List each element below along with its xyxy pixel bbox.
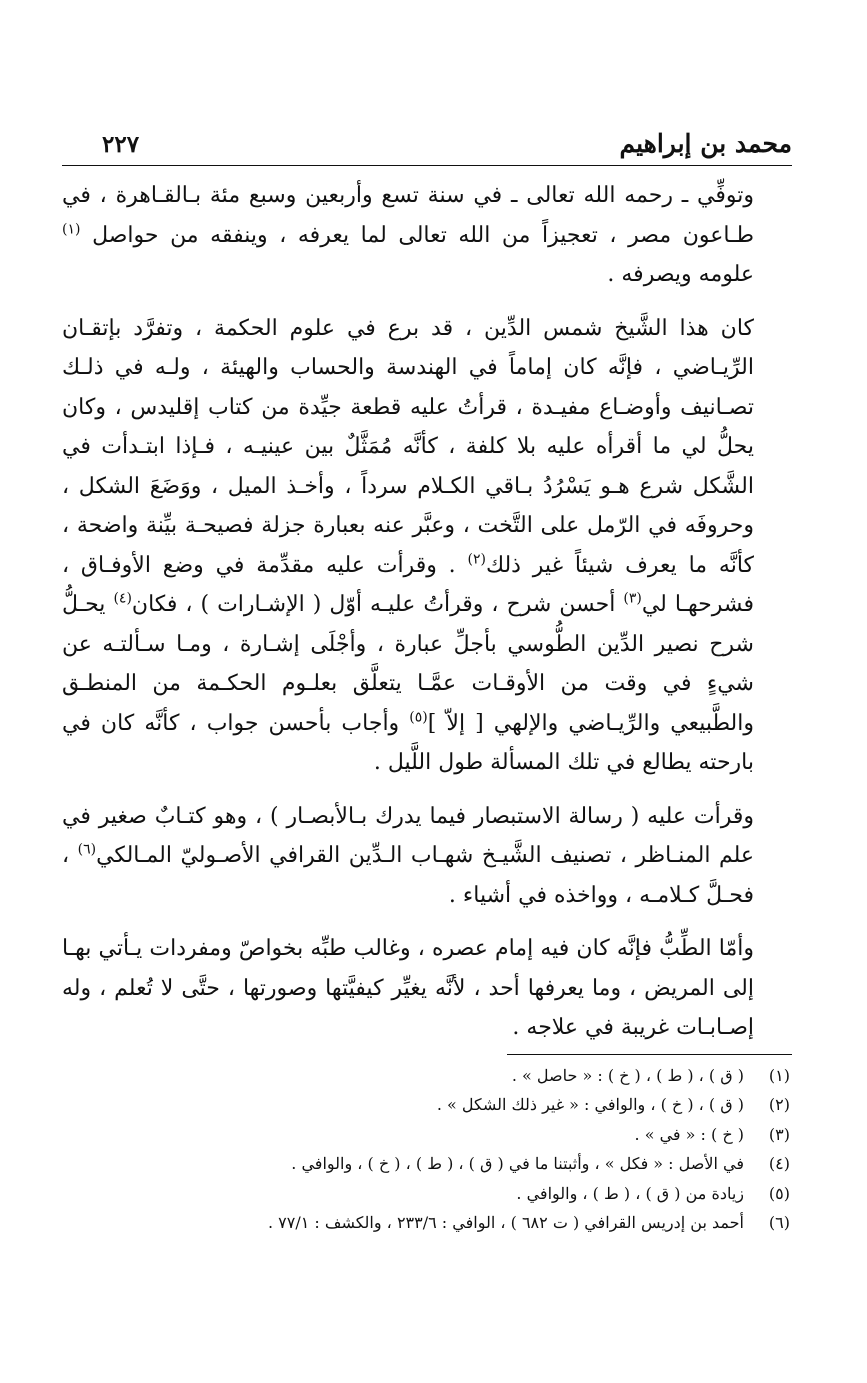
paragraph-text: علومه ويصرفه . xyxy=(607,262,754,287)
paragraph-text: ، فحـلَّ كـلامـه ، وواخذه في أشياء . xyxy=(62,843,754,908)
paragraph-text: . وقرأت عليه مقدِّمة في وضع الأوفـاق ، فشرحهـا لي xyxy=(62,552,755,617)
footnote-text: أحمد بن إدريس القرافي ( ت ٦٨٢ ) ، الوافي : ٢٣٣/٦ ، والكشف : ٧٧/١ . xyxy=(267,1213,744,1232)
paragraph-4 xyxy=(62,929,792,1048)
footnote-ref: (٦) xyxy=(77,841,97,858)
footnote-number: (١) xyxy=(768,1065,790,1085)
paragraph-text: أحسن شرح ، وقرأتُ عليـه أوّل ( الإشـارات ) ، فكان xyxy=(131,592,616,617)
paragraph-text: وأمّا الطِّبُّ فإنَّه كان فيه إمام عصره ، وغالب طبِّه بخواصّ ومفردات يـأتي بهـا إلى المريض ، وما يعرفها أحد ، لأنَّه يغيِّر كيفيَّتها وصورتها ، حتَّى لا تُعلم ، وله إصـابـات غريبة في علاجه . xyxy=(62,936,754,1040)
footnote-text: زيادة من ( ق ) ، ( ط ) ، والوافي . xyxy=(516,1183,744,1203)
footnote-number: (٤) xyxy=(768,1154,790,1173)
footnote-item xyxy=(62,1179,792,1209)
paragraph-text: وأجاب بأحسن جواب ، كأنَّه كان في بارحته يطالع في تلك المسألة طول اللَّيل . xyxy=(62,710,754,775)
footnote-item xyxy=(62,1090,792,1120)
footnote-separator xyxy=(507,1054,792,1055)
footnote-text: في الأصل : « فكل » ، وأثبتنا ما في ( ق ) ، ( ط ) ، ( خ ) ، والوافي . xyxy=(291,1154,744,1173)
running-header xyxy=(62,125,792,166)
header-title: محمد بن إبراهيم xyxy=(619,129,792,158)
footnote-item xyxy=(62,1149,792,1179)
footnote-number: (٦) xyxy=(768,1213,790,1232)
footnote-number: (٣) xyxy=(768,1124,790,1144)
paragraph-text: وتوفِّي ـ رحمه الله تعالى ـ في سنة تسع وأربعين وسبع مئة بـالقـاهرة ، في طـاعون مصر ، تعجيزاً من الله تعالى لما يعرفه ، وينفقه من حواصل xyxy=(62,183,755,248)
footnote-ref: (٥) xyxy=(409,709,428,726)
footnote-text: ( خ ) : « في » . xyxy=(634,1124,744,1144)
paragraph-2 xyxy=(62,309,792,783)
footnote-ref: (٣) xyxy=(623,590,642,607)
paragraph-text: يحـلُّ شرح نصير الدِّين الطُّوسي بأجلِّ عبارة ، وأجْلَى إشـارة ، ومـا سـألتـه عن شيءٍ في وقت من الأوقـات عمَّـا يتعلَّق بعلـوم الحكـمة من المنطـق والطَّبيعي والرِّيـاضي والإلهي [ إلاّ ] xyxy=(62,592,754,736)
paragraph-text: كان هذا الشَّيخ شمس الدِّين ، قد برع في علوم الحكمة ، وتفرَّد بإتقـان الرِّيـاضي ، فإنَّه كان إماماً في الهندسة والحساب والهيئة ، ولـه في ذلـك تصـانيف وأوضـاع مفيـدة ، قرأتُ عليه قطعة جيِّدة من كتاب إقليدس ، وكان يحلُّ لي ما أقرأه عليه بلا كلفة ، كأنَّه مُمَثَّلٌ بين عينيـه ، فـإذا ابتـدأت في الشَّكل شرع هـو يَسْرُدُ بـاقي الكـلام سرداً ، وأخـذ الميل ، ووَضَعَ الشكل ، وحروفَه في الرّمل على التَّخت ، وعبَّر عنه بعبارة جزلة فصيحـة بيِّنة واضحة ، كأنَّه ما يعرف شيئاً غير ذلك xyxy=(62,315,754,578)
footnote-item xyxy=(62,1061,792,1091)
footnote-number: (٥) xyxy=(768,1183,790,1203)
footnote-text: ( ق ) ، ( ط ) ، ( خ ) : « حاصل » . xyxy=(511,1065,744,1085)
footnote-item xyxy=(62,1208,792,1238)
footnote-number: (٢) xyxy=(768,1095,790,1114)
footnote-ref: (٤) xyxy=(113,590,132,607)
page-number: ٢٢٧ xyxy=(102,131,140,158)
footnote-text: ( ق ) ، ( خ ) ، والوافي : « غير ذلك الشكل » . xyxy=(436,1095,744,1114)
paragraph-3 xyxy=(62,797,792,916)
paragraph-text: وقرأت عليه ( رسالة الاستبصار فيما يدرك بـالأبصـار ) ، وهو كتـابٌ صغير في علم المنـاظر ، تصنيف الشَّيـخ شهـاب الـدِّين القرافي الأصـوليّ المـالكي xyxy=(62,803,754,868)
footnote-ref: (١) xyxy=(62,221,81,238)
paragraph-1 xyxy=(62,176,792,295)
book-page xyxy=(62,125,792,1238)
footnotes xyxy=(62,1061,792,1238)
footnote-item xyxy=(62,1120,792,1150)
footnote-ref: (٢) xyxy=(467,551,486,568)
